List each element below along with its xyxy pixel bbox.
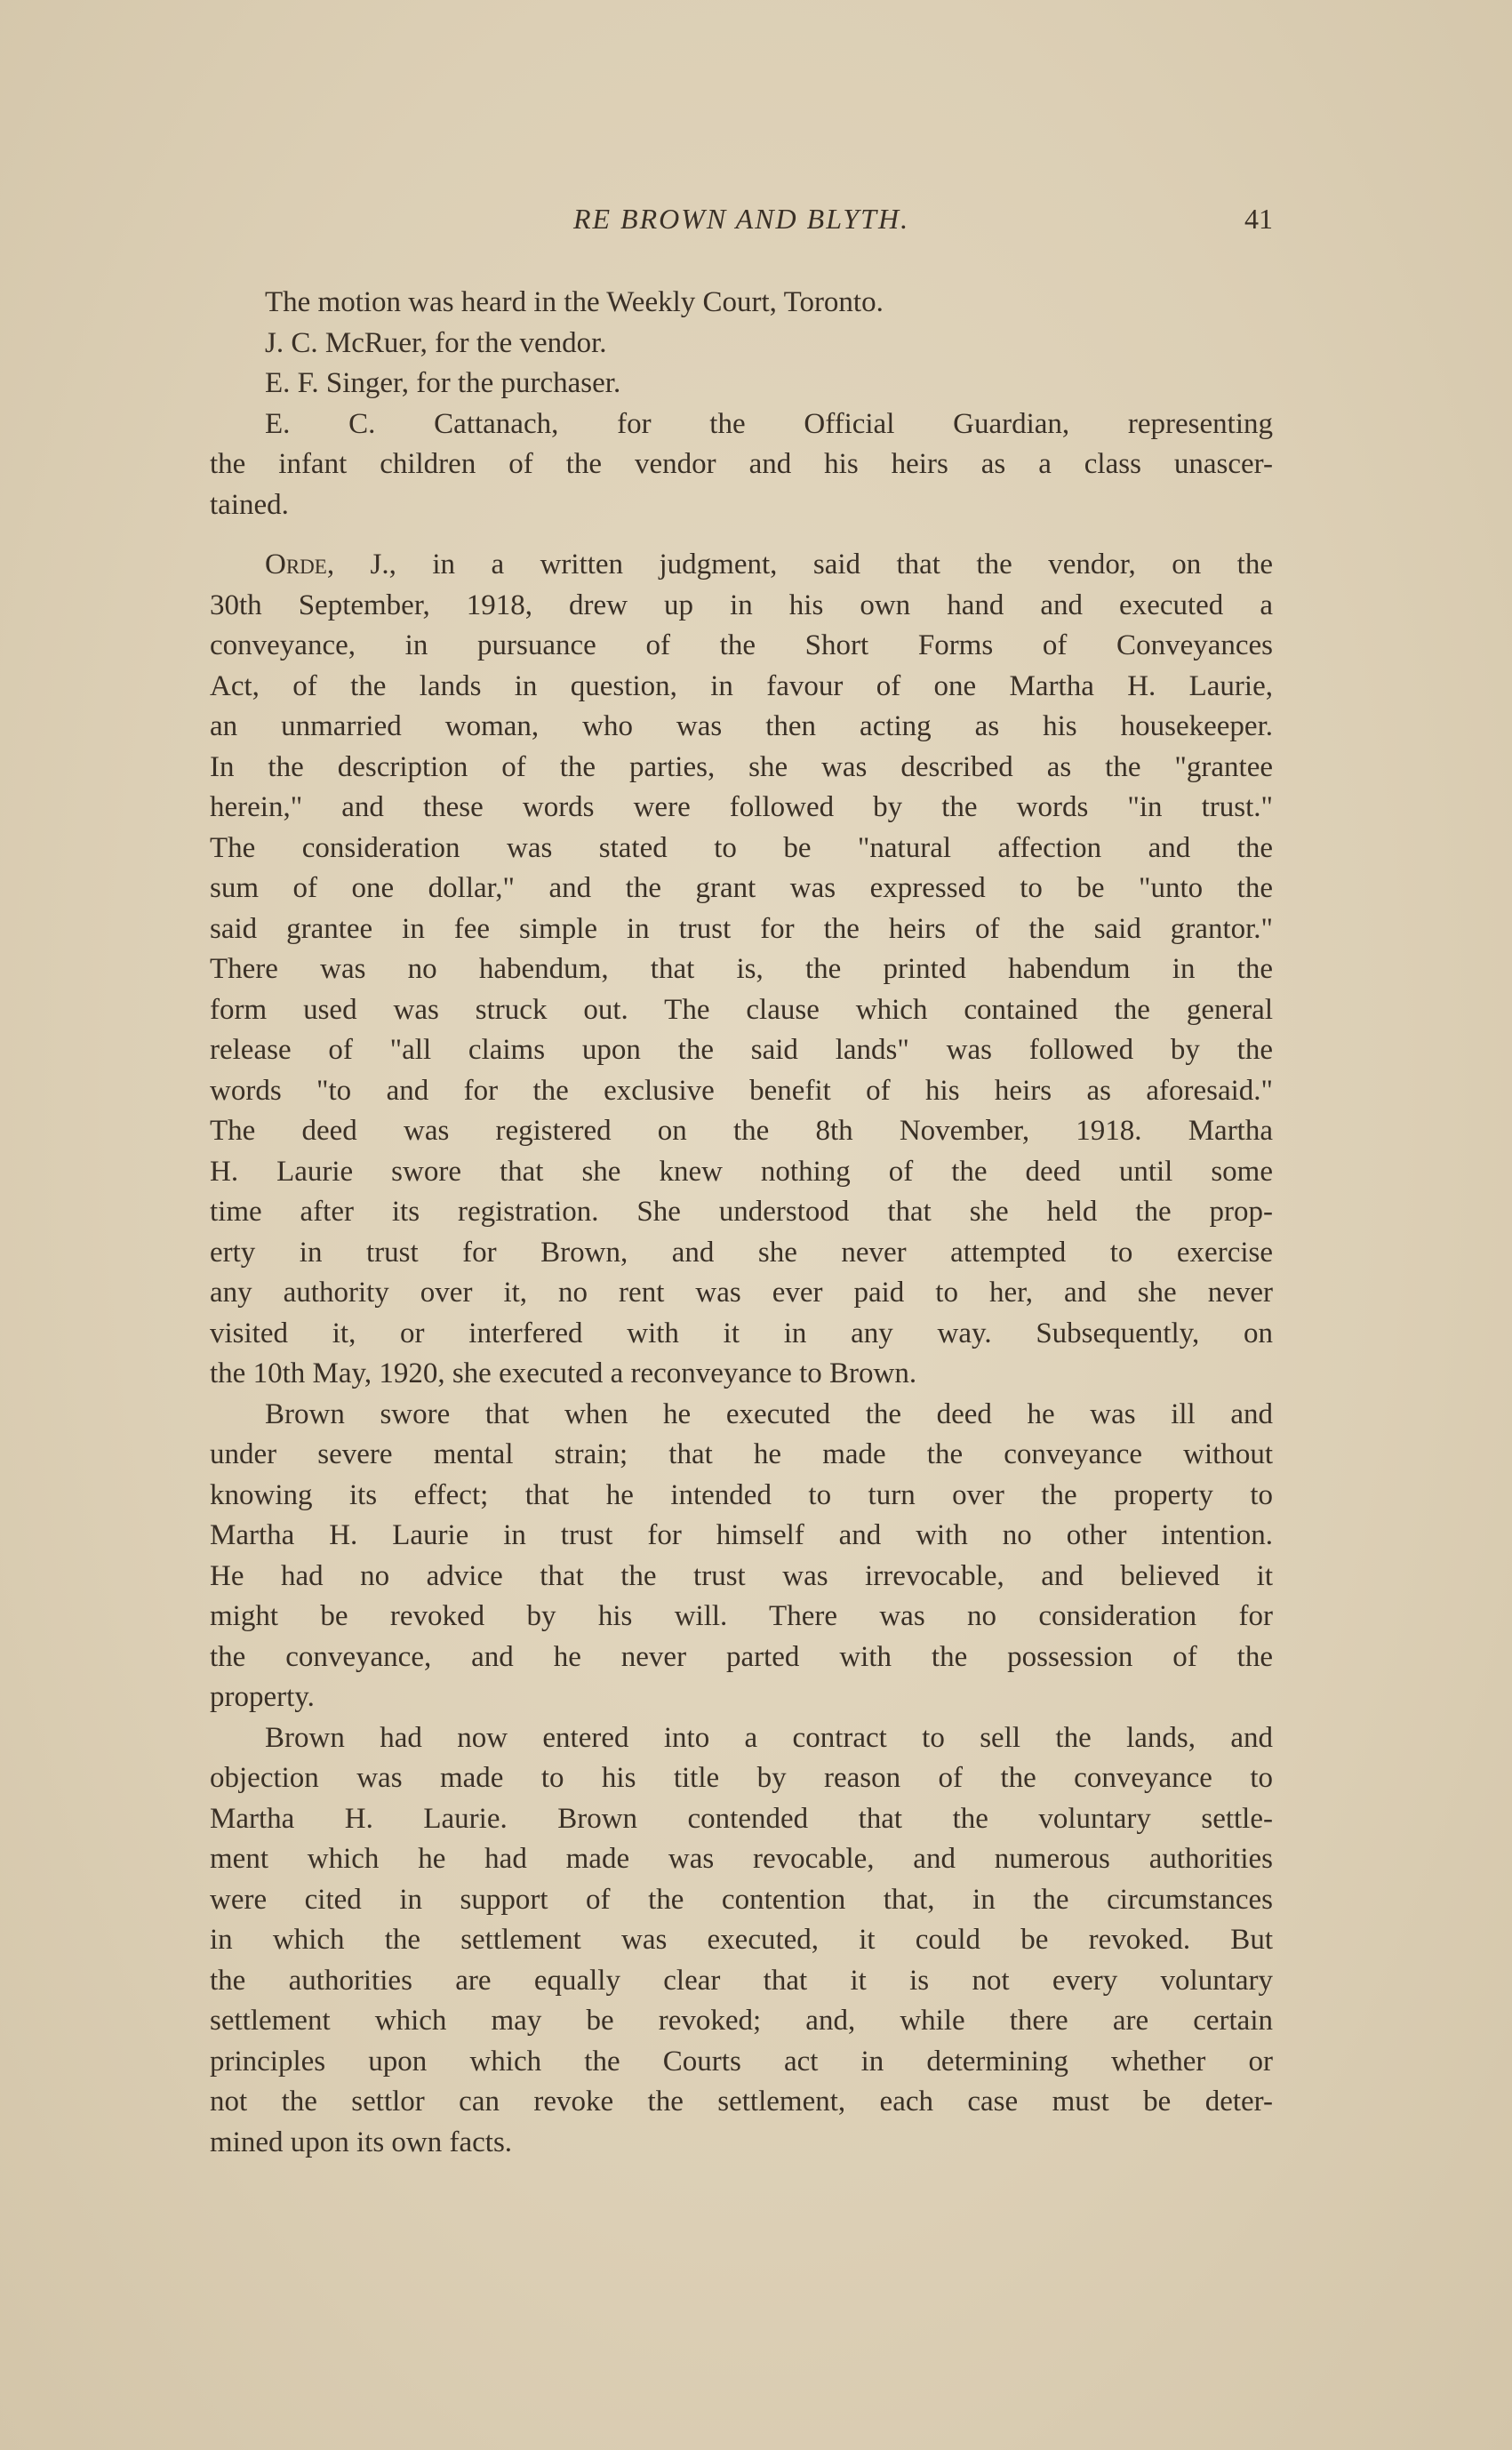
paragraph-line: property. bbox=[210, 1681, 315, 1713]
paragraph-line: He had no advice that the trust was irrevocable, and believed it bbox=[210, 1559, 1273, 1592]
paragraph-line: Act, of the lands in question, in favour of one Martha H. Laurie, bbox=[210, 669, 1273, 702]
paragraph-line: time after its registration. She understood that she held the prop- bbox=[210, 1196, 1273, 1228]
paragraph-line: Martha H. Laurie in trust for himself and with no other intention. bbox=[210, 1519, 1273, 1551]
paragraph-line: In the description of the parties, she was described as the "grantee bbox=[210, 750, 1273, 783]
paragraph-line: the 10th May, 1920, she executed a reconveyance to Brown. bbox=[210, 1357, 917, 1389]
paragraph-line: not the settlor can revoke the settlement, each case must be deter- bbox=[210, 2086, 1273, 2118]
paragraph-line: There was no habendum, that is, the printed habendum in the bbox=[210, 953, 1273, 985]
paragraph-line: Brown swore that when he executed the deed he was ill and bbox=[265, 1397, 1273, 1430]
paragraph-line: sum of one dollar," and the grant was expressed to be "unto the bbox=[210, 872, 1273, 904]
page-number: 41 bbox=[1244, 203, 1273, 235]
judgment-opening: , J., in a written judgment, said that the vendor, on the bbox=[326, 548, 1273, 580]
paragraph-line: the authorities are equally clear that it is not every voluntary bbox=[210, 1964, 1273, 1997]
hearing-line: The motion was heard in the Weekly Court, Toronto. bbox=[265, 286, 884, 318]
purchaser-counsel-line: E. F. Singer, for the purchaser. bbox=[265, 367, 621, 399]
paragraph-line: any authority over it, no rent was ever paid to her, and she never bbox=[210, 1277, 1273, 1309]
judgment-paragraph-3 bbox=[210, 1718, 1273, 2164]
running-head: RE BROWN AND BLYTH. bbox=[572, 203, 910, 235]
paragraph-line: ment which he had made was revocable, and numerous authorities bbox=[210, 1843, 1273, 1875]
paragraph-line: words "to and for the exclusive benefit of his heirs as aforesaid." bbox=[210, 1074, 1273, 1107]
paragraph-line: under severe mental strain; that he made the conveyance without bbox=[210, 1438, 1273, 1470]
paragraph-line: Brown had now entered into a contract to sell the lands, and bbox=[265, 1721, 1273, 1754]
paragraph-line: H. Laurie swore that she knew nothing of the deed until some bbox=[210, 1155, 1273, 1188]
paragraph-line: in which the settlement was executed, it could be revoked. But bbox=[210, 1924, 1273, 1956]
paragraph-line: principles upon which the Courts act in determining whether or bbox=[210, 2045, 1273, 2078]
paragraph-line: The deed was registered on the 8th November, 1918. Martha bbox=[210, 1115, 1273, 1147]
vendor-counsel-line: J. C. McRuer, for the vendor. bbox=[265, 326, 607, 359]
paragraph-line: erty in trust for Brown, and she never attempted to exercise bbox=[210, 1236, 1273, 1269]
guardian-counsel-line: tained. bbox=[210, 488, 289, 521]
counsel-block bbox=[210, 283, 1273, 525]
paragraph-line: might be revoked by his will. There was no consideration for bbox=[210, 1600, 1273, 1632]
paragraph-line: conveyance, in pursuance of the Short Forms of Conveyances bbox=[210, 629, 1273, 661]
paragraph-line: release of "all claims upon the said lands" was followed by the bbox=[210, 1034, 1273, 1066]
paragraph-line: The consideration was stated to be "natural affection and the bbox=[210, 831, 1273, 864]
paragraph-line: were cited in support of the contention that, in the circumstances bbox=[210, 1883, 1273, 1916]
paragraph-line: 30th September, 1918, drew up in his own hand and executed a bbox=[210, 588, 1273, 621]
paragraph-line: visited it, or interfered with it in any way. Subsequently, on bbox=[210, 1317, 1273, 1349]
judge-name: Orde bbox=[265, 548, 327, 580]
page-header bbox=[210, 203, 1273, 252]
paragraph-line: the conveyance, and he never parted with the possession of the bbox=[210, 1640, 1273, 1673]
paragraph-line: said grantee in fee simple in trust for the heirs of the said grantor." bbox=[210, 912, 1273, 945]
paragraph-line bbox=[210, 545, 1273, 586]
paragraph-line: mined upon its own facts. bbox=[210, 2126, 513, 2158]
paragraph-line: herein," and these words were followed by the words "in trust." bbox=[210, 791, 1273, 823]
book-page bbox=[210, 203, 1273, 2163]
paragraph-line: knowing its effect; that he intended to turn over the property to bbox=[210, 1478, 1273, 1511]
paragraph-line: form used was struck out. The clause which contained the general bbox=[210, 993, 1273, 1026]
judgment-paragraph-1 bbox=[210, 545, 1273, 1395]
paragraph-line: objection was made to his title by reason of the conveyance to bbox=[210, 1762, 1273, 1794]
paragraph-line: settlement which may be revoked; and, while there are certain bbox=[210, 2005, 1273, 2037]
judgment-paragraph-2 bbox=[210, 1395, 1273, 1718]
guardian-counsel-line: the infant children of the vendor and his heirs as a class unascer- bbox=[210, 448, 1273, 480]
paragraph-line: an unmarried woman, who was then acting as his housekeeper. bbox=[210, 710, 1273, 742]
paragraph-line: Martha H. Laurie. Brown contended that the voluntary settle- bbox=[210, 1802, 1273, 1835]
guardian-counsel-line: E. C. Cattanach, for the Official Guardian, representing bbox=[265, 407, 1273, 440]
